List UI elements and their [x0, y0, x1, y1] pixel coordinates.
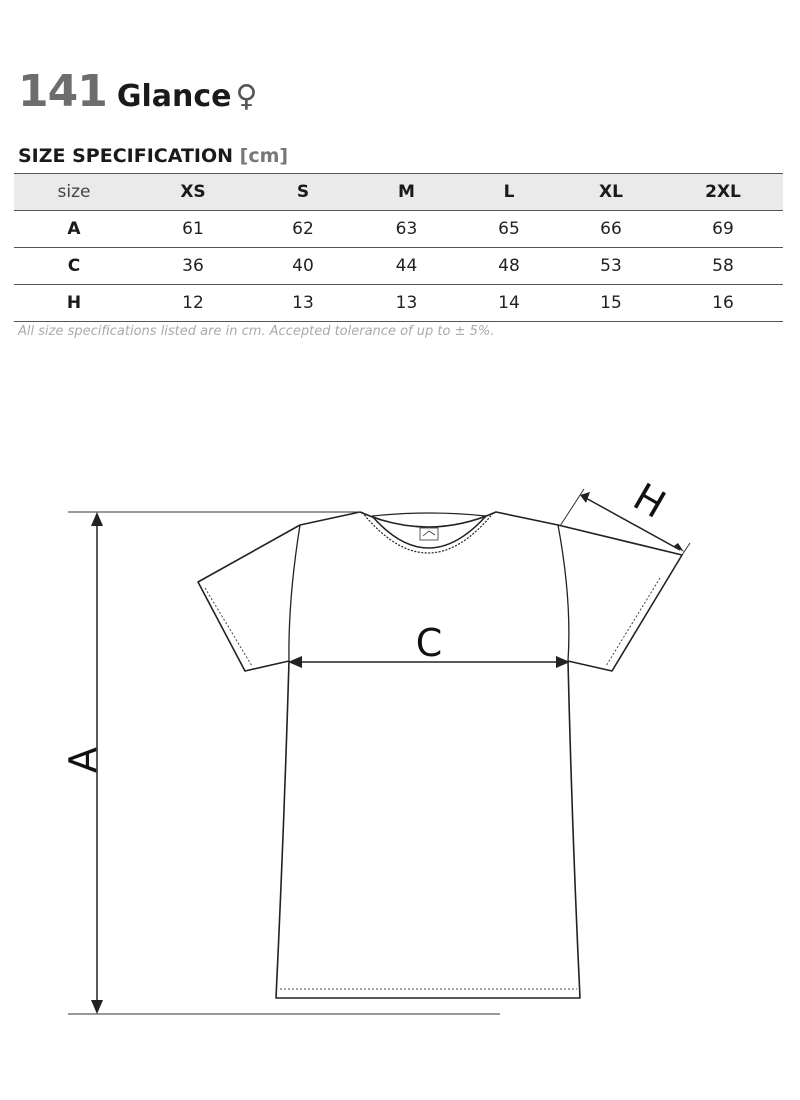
- table-cell: 63: [354, 211, 459, 248]
- back-neck: [372, 513, 486, 516]
- column-header: XL: [559, 174, 663, 211]
- table-cell: 53: [559, 248, 663, 285]
- model-name: Glance: [116, 79, 232, 114]
- table-cell: 69: [663, 211, 783, 248]
- table-row: [14, 248, 783, 285]
- column-header: M: [354, 174, 459, 211]
- table-row: [14, 211, 783, 248]
- label-a: A: [61, 747, 105, 773]
- product-title: [18, 66, 257, 117]
- table-cell: 58: [663, 248, 783, 285]
- label-c: C: [415, 621, 443, 665]
- tolerance-note: All size specifications listed are in cm. Accepted tolerance of up to ± 5%.: [18, 324, 495, 339]
- table-cell: 62: [252, 211, 354, 248]
- size-spec-table: [14, 173, 783, 322]
- table-cell: 36: [134, 248, 252, 285]
- size-spec-unit: [cm]: [239, 145, 289, 167]
- sleeve-guide-right: [682, 543, 690, 555]
- column-header: S: [252, 174, 354, 211]
- table-cell: 13: [252, 285, 354, 322]
- table-cell: 65: [459, 211, 559, 248]
- female-icon: ♀: [235, 79, 258, 114]
- table-cell: 14: [459, 285, 559, 322]
- tshirt-measurement-diagram: [0, 470, 800, 1030]
- model-number: 141: [18, 66, 107, 117]
- column-header: L: [459, 174, 559, 211]
- length-arrow-top: [91, 512, 103, 526]
- label-h: H: [626, 474, 673, 527]
- table-cell: 16: [663, 285, 783, 322]
- table-cell: 40: [252, 248, 354, 285]
- row-label: C: [14, 248, 134, 285]
- size-spec-heading: [18, 145, 288, 167]
- table-cell: 61: [134, 211, 252, 248]
- row-label: A: [14, 211, 134, 248]
- table-cell: 66: [559, 211, 663, 248]
- column-header: XS: [134, 174, 252, 211]
- table-cell: 12: [134, 285, 252, 322]
- neck-label-icon: [420, 528, 438, 540]
- row-label: H: [14, 285, 134, 322]
- table-cell: 44: [354, 248, 459, 285]
- table-cell: 15: [559, 285, 663, 322]
- table-header-row: [14, 174, 783, 211]
- column-header: size: [14, 174, 134, 211]
- table-row: [14, 285, 783, 322]
- length-arrow-bottom: [91, 1000, 103, 1014]
- column-header: 2XL: [663, 174, 783, 211]
- table-cell: 48: [459, 248, 559, 285]
- table-cell: 13: [354, 285, 459, 322]
- sleeve-guide-left: [560, 489, 584, 526]
- size-spec-heading-text: SIZE SPECIFICATION: [18, 145, 234, 167]
- tshirt-outline: [198, 512, 682, 998]
